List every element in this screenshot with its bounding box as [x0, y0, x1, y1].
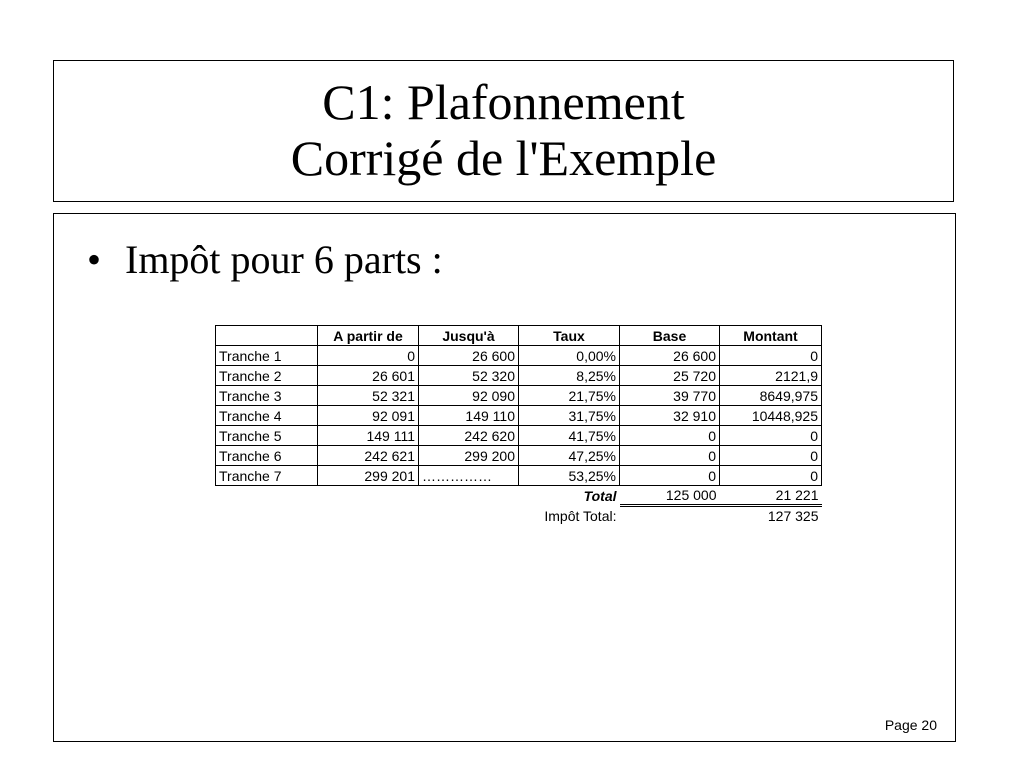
slide-title-box	[53, 60, 954, 202]
a-partir-de-cell: 299 201	[318, 466, 419, 486]
table-row	[216, 366, 822, 386]
taux-cell: 31,75%	[519, 406, 620, 426]
base-cell: 0	[620, 446, 720, 466]
montant-cell: 0	[720, 426, 822, 446]
montant-cell: 0	[720, 446, 822, 466]
taux-cell: 0,00%	[519, 346, 620, 366]
base-cell: 25 720	[620, 366, 720, 386]
a-partir-de-cell: 149 111	[318, 426, 419, 446]
jusqu-a-cell: 149 110	[419, 406, 519, 426]
page-number: Page 20	[884, 717, 937, 733]
a-partir-de-cell: 0	[318, 346, 419, 366]
tranche-label: Tranche 7	[216, 466, 318, 486]
montant-cell: 2121,9	[720, 366, 822, 386]
tranche-label: Tranche 2	[216, 366, 318, 386]
base-cell: 0	[620, 426, 720, 446]
header-cell-jusqu-a: Jusqu'à	[419, 326, 519, 346]
tax-table	[215, 325, 822, 526]
table-header-row	[216, 326, 822, 346]
table-row	[216, 386, 822, 406]
jusqu-a-cell: 52 320	[419, 366, 519, 386]
empty-cell	[419, 506, 519, 526]
impot-total-row	[216, 506, 822, 526]
taux-cell: 53,25%	[519, 466, 620, 486]
header-cell-montant: Montant	[720, 326, 822, 346]
tranche-label: Tranche 4	[216, 406, 318, 426]
total-row	[216, 486, 822, 506]
taux-cell: 21,75%	[519, 386, 620, 406]
jusqu-a-cell: 299 200	[419, 446, 519, 466]
table-row	[216, 346, 822, 366]
table-row	[216, 426, 822, 446]
jusqu-a-cell: ……………	[419, 466, 519, 486]
taux-cell: 47,25%	[519, 446, 620, 466]
a-partir-de-cell: 92 091	[318, 406, 419, 426]
header-cell-a-partir-de: A partir de	[318, 326, 419, 346]
total-base: 125 000	[620, 486, 720, 506]
a-partir-de-cell: 52 321	[318, 386, 419, 406]
base-cell: 26 600	[620, 346, 720, 366]
taux-cell: 8,25%	[519, 366, 620, 386]
bullet-icon: •	[87, 237, 102, 282]
tranche-label: Tranche 3	[216, 386, 318, 406]
total-montant: 21 221	[720, 486, 822, 506]
montant-cell: 8649,975	[720, 386, 822, 406]
empty-cell	[318, 486, 419, 506]
base-cell: 39 770	[620, 386, 720, 406]
table-row	[216, 406, 822, 426]
slide-title-line-1: C1: Plafonnement	[322, 74, 685, 130]
empty-cell	[620, 506, 720, 526]
a-partir-de-cell: 242 621	[318, 446, 419, 466]
empty-cell	[216, 486, 318, 506]
montant-cell: 0	[720, 466, 822, 486]
impot-total-label: Impôt Total:	[544, 507, 617, 524]
slide-content-box	[53, 213, 956, 742]
bullet-text: Impôt pour 6 parts :	[125, 237, 443, 282]
table-row	[216, 466, 822, 486]
slide-title-line-2: Corrigé de l'Exemple	[290, 130, 717, 186]
montant-cell: 10448,925	[720, 406, 822, 426]
montant-cell: 0	[720, 346, 822, 366]
empty-cell	[216, 506, 318, 526]
jusqu-a-cell: 26 600	[419, 346, 519, 366]
tranche-label: Tranche 5	[216, 426, 318, 446]
tranche-label: Tranche 1	[216, 346, 318, 366]
a-partir-de-cell: 26 601	[318, 366, 419, 386]
taux-cell: 41,75%	[519, 426, 620, 446]
jusqu-a-cell: 242 620	[419, 426, 519, 446]
jusqu-a-cell: 92 090	[419, 386, 519, 406]
empty-cell	[419, 486, 519, 506]
header-cell-base: Base	[620, 326, 720, 346]
tranche-label: Tranche 6	[216, 446, 318, 466]
base-cell: 32 910	[620, 406, 720, 426]
empty-cell	[318, 506, 419, 526]
base-cell: 0	[620, 466, 720, 486]
header-cell-empty	[216, 326, 318, 346]
impot-total-value: 127 325	[767, 508, 819, 525]
total-label: Total	[583, 487, 617, 504]
bullet-item	[87, 236, 443, 284]
table-row	[216, 446, 822, 466]
header-cell-taux: Taux	[519, 326, 620, 346]
